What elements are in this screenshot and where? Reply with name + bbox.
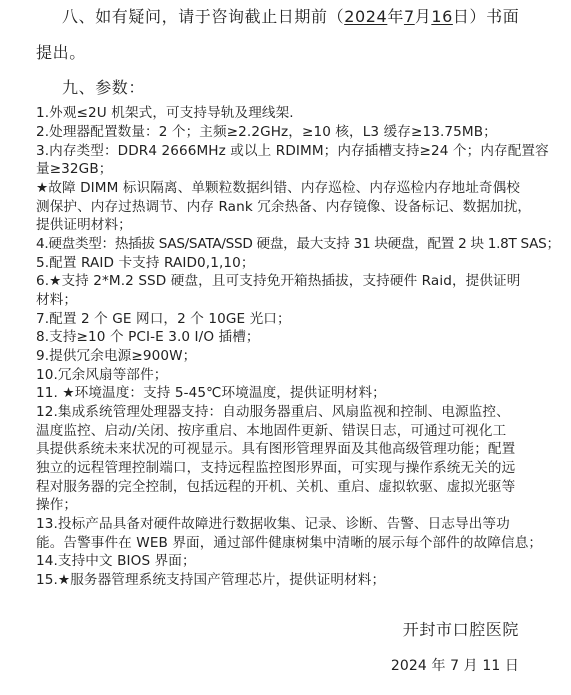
deadline-month: 7 — [403, 7, 415, 26]
section-8-text: 八、如有疑问，请于咨询截止日期前（ — [62, 7, 345, 26]
param-line: 15.★服务器管理系统支持国产管理芯片，提供证明材料； — [36, 572, 386, 588]
deadline-month-unit: 月 — [414, 7, 432, 26]
param-line: 8.支持≥10 个 PCI-E 3.0 I/O 插槽； — [36, 329, 260, 345]
section-8-text-end: 日）书面 — [452, 7, 520, 26]
param-line: 独立的远程管理控制端口，支持远程监控图形界面，可实现与操作系统无关的远 — [36, 460, 516, 476]
param-line: 3.内存类型：DDR4 2666MHz 或以上 RDIMM；内存插槽支持≥24 个；内存配置容 — [36, 143, 549, 159]
deadline-year: 2024 — [344, 7, 388, 26]
param-line: 13.投标产品具备对硬件故障进行数据收集、记录、诊断、告警、日志导出等功 — [36, 516, 510, 532]
param-line: 提供证明材料； — [36, 217, 132, 233]
param-line: 量≥32GB； — [36, 161, 113, 177]
section-8-line-2: 提出。 — [36, 43, 86, 62]
section-9-heading: 九、参数： — [62, 78, 146, 97]
param-line: 程对服务器的完全控制，包括远程的开机、关机、重启、虚拟软驱、虚拟光驱等 — [36, 479, 516, 495]
signature-org: 开封市口腔医院 — [402, 620, 519, 639]
deadline-year-unit: 年 — [387, 7, 404, 26]
param-line: 2.处理器配置数量：2 个；主频≥2.2GHz，≥10 核，L3 缓存≥13.75MB； — [36, 124, 497, 140]
param-line: 4.硬盘类型：热插拔 SAS/SATA/SSD 硬盘，最大支持 31 块硬盘，配置 2 块 1.8T SAS； — [36, 236, 560, 252]
param-line: 14.支持中文 BIOS 界面； — [36, 553, 196, 569]
param-line: 9.提供冗余电源≥900W； — [36, 348, 197, 364]
signature-date: 2024 年 7 月 11 日 — [390, 658, 519, 674]
param-line: 温度监控、启动/关闭、按序重启、本地固件更新、错误日志，可通过可视化工 — [36, 423, 507, 439]
param-line: 能。告警事件在 WEB 界面，通过部件健康树集中清晰的展示每个部件的故障信息； — [36, 535, 543, 551]
param-line: 6.★支持 2*M.2 SSD 硬盘，且可支持免开箱热插拔，支持硬件 Raid，提供证明 — [36, 273, 521, 289]
param-line: 材料； — [36, 292, 78, 308]
param-line: 11. ★环境温度：支持 5-45℃环境温度，提供证明材料； — [36, 385, 386, 401]
param-line: 测保护、内存过热调节、内存 Rank 冗余热备、内存镜像、设备标记、数据加扰， — [36, 199, 532, 215]
param-line: 10.冗余风扇等部件； — [36, 367, 168, 383]
deadline-day: 16 — [431, 7, 453, 26]
param-line: 具提供系统未来状况的可视显示。具有图形管理界面及其他高级管理功能；配置 — [36, 441, 516, 457]
param-line: 1.外观≤2U 机架式，可支持导轨及理线架. — [36, 105, 294, 121]
param-line: ★故障 DIMM 标识隔离、单颗粒数据纠错、内存巡检、内存巡检内存地址奇偶校 — [36, 180, 520, 196]
param-line: 12.集成系统管理处理器支持：自动服务器重启、风扇监视和控制、电源监控、 — [36, 404, 510, 420]
param-line: 7.配置 2 个 GE 网口，2 个 10GE 光口； — [36, 311, 291, 327]
param-line: 操作； — [36, 497, 78, 513]
section-8-line-1 — [62, 9, 519, 25]
param-line: 5.配置 RAID 卡支持 RAID0,1,10； — [36, 255, 255, 271]
